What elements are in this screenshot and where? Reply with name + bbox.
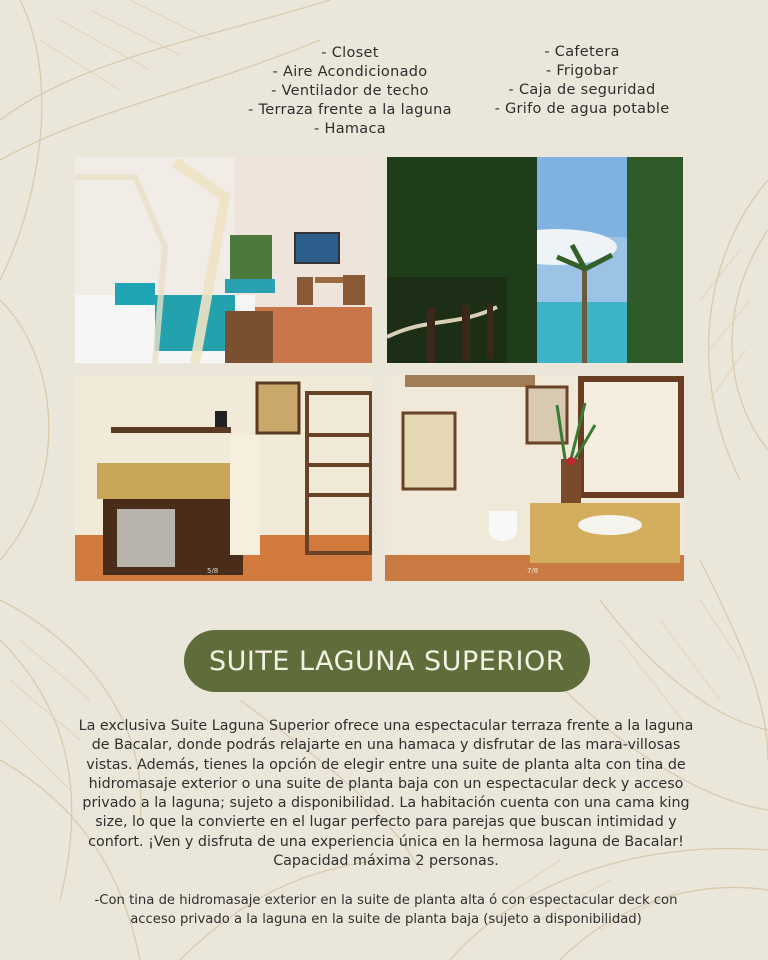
amenity-item: - Terraza frente a la laguna <box>248 102 452 118</box>
bathroom-photo <box>385 375 684 581</box>
amenity-item: - Grifo de agua potable <box>494 101 670 117</box>
amenity-item: - Ventilador de techo <box>271 83 429 99</box>
amenity-item: - Hamaca <box>314 121 386 137</box>
amenities-list-left <box>230 44 470 139</box>
amenities-list-right <box>482 43 682 119</box>
amenity-item: - Frigobar <box>545 63 619 79</box>
bedroom-photo <box>75 157 372 363</box>
amenity-item: - Caja de seguridad <box>508 82 656 98</box>
amenity-item: - Cafetera <box>544 44 620 60</box>
photo-counter: 7/8 <box>527 567 539 575</box>
amenity-item: - Closet <box>321 45 379 61</box>
suite-title-banner <box>184 630 590 692</box>
kitchenette-photo <box>75 375 372 581</box>
suite-note: -Con tina de hidromasaje exterior en la suite de planta alta ó con espectacular deck con acceso privado a la laguna en la suite de planta baja (sujeto a disponibilidad) <box>94 893 678 927</box>
suite-description: La exclusiva Suite Laguna Superior ofrece una espectacular terraza frente a la laguna de Bacalar, donde podrás relajarte en una hamaca y disfrutar de las mara-villosas vistas. Además, tienes la opción de elegir entre una suite de planta alta con tina de hidromasaje exterior o una suite de planta baja con un espectacular deck y acceso privado a la laguna; sujeto a disponibilidad. La habitación cuenta con una cama king size, lo que la convierte en el lugar perfecto para parejas que buscan intimidad y confort. ¡Ven y disfruta de una experiencia única en la hermosa laguna de Bacalar! Capacidad máxima 2 personas. <box>78 718 694 870</box>
amenity-item: - Aire Acondicionado <box>272 64 428 80</box>
suite-title: SUITE LAGUNA SUPERIOR <box>208 645 566 677</box>
photo-counter: 5/8 <box>207 567 219 575</box>
terrace-lagoon-photo <box>387 157 683 363</box>
